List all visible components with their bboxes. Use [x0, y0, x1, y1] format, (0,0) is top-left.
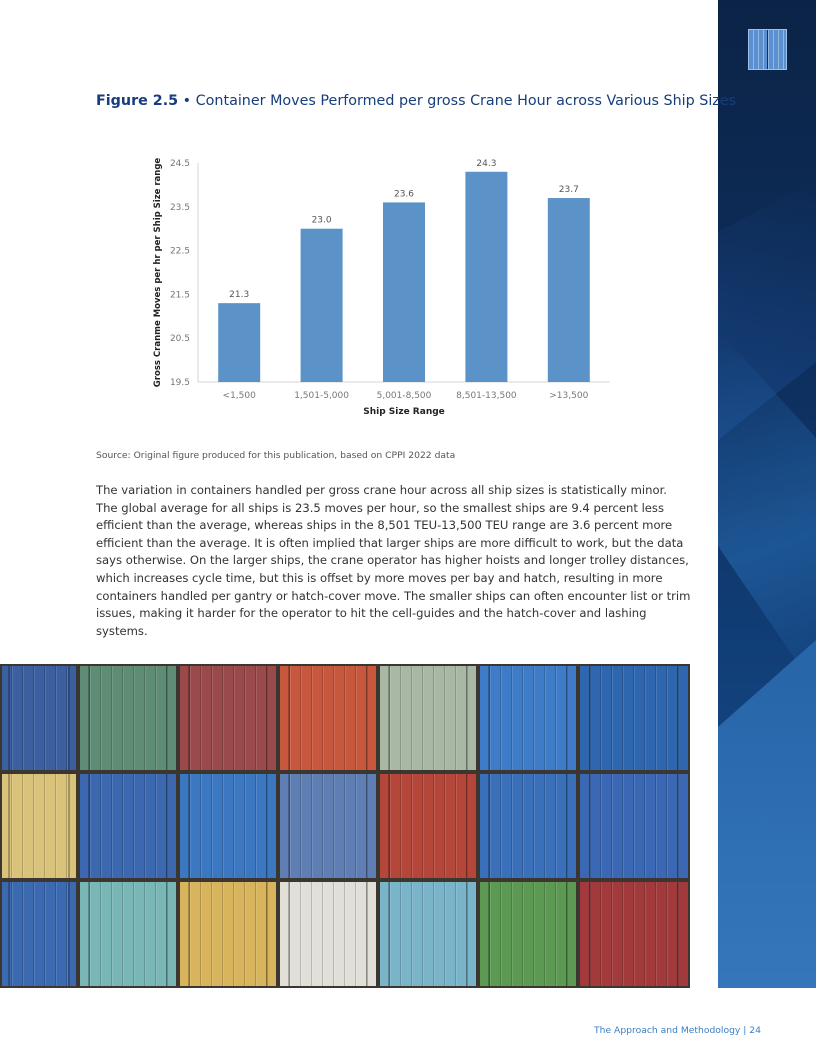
bar: [301, 229, 343, 382]
container: [80, 666, 176, 770]
x-tick-label: 8,501-13,500: [456, 391, 517, 401]
sidebar-facet: [718, 330, 816, 690]
data-label: 23.6: [393, 189, 415, 200]
data-label: 24.3: [476, 158, 497, 169]
figure-label: Figure 2.5: [96, 93, 179, 109]
container: [580, 774, 688, 878]
container: [380, 774, 476, 878]
container: [380, 882, 476, 986]
container: [180, 774, 276, 878]
figure-title: [96, 93, 737, 109]
container: [80, 882, 176, 986]
y-tick-label: 22.5: [169, 246, 190, 257]
container: [180, 666, 276, 770]
container: [280, 882, 376, 986]
y-tick-label: 19.5: [169, 378, 190, 388]
data-label: 21.3: [229, 290, 250, 301]
decorative-sidebar: [718, 0, 816, 988]
figure-title-text: Container Moves Performed per gross Crane Hour across Various Ship Sizes: [195, 93, 737, 109]
footer-section: The Approach and Methodology: [594, 1025, 741, 1036]
container: [180, 882, 276, 986]
container: [580, 882, 688, 986]
container: [580, 666, 688, 770]
bar: [465, 172, 507, 382]
container: [2, 882, 76, 986]
container: [480, 774, 576, 878]
bar: [548, 198, 590, 382]
x-tick-label: >13,500: [549, 391, 589, 401]
y-tick-label: 21.5: [169, 290, 190, 301]
figure-source: Source: Original figure produced for this publication, based on CPPI 2022 data: [96, 450, 456, 461]
container: [380, 666, 476, 770]
bar: [383, 202, 425, 382]
container: [2, 666, 76, 770]
container-row: [0, 880, 690, 988]
bar-chart: [140, 150, 620, 422]
shipping-containers-photo: [0, 664, 690, 988]
body-paragraph: The variation in containers handled per gross crane hour across all ship sizes is statistically minor. The global average for all ships is 23.5 moves per hour, so the smallest ships are 9.4 percent less efficient than the average, whereas ships in the 8,501 TEU-13,500 TEU range are 3.6 percent more efficient than the average. It is often implied that larger ships are more difficult to work, but the data says otherwise. On the larger ships, the crane operator has higher hoists and longer trolley distances, which increases cycle time, but this is offset by more moves per bay and hatch, resulting in more containers handled per gantry or hatch-cover move. The smaller ships can often encounter list or trim issues, making it harder for the operator to hit the cell-guides and the hatch-cover and lashing systems.: [96, 483, 691, 638]
y-tick-label: 24.5: [169, 159, 190, 169]
container: [280, 666, 376, 770]
x-tick-label: 5,001-8,500: [376, 391, 432, 401]
page-footer: [594, 1025, 761, 1036]
container-thumbnail-icon: [748, 29, 787, 70]
y-tick-label: 20.5: [169, 334, 190, 345]
footer-separator: |: [740, 1025, 750, 1036]
bar: [218, 303, 260, 382]
figure-separator: •: [178, 93, 196, 109]
container: [2, 774, 76, 878]
bar-chart-svg: [140, 150, 620, 422]
x-tick-label: 1,501-5,000: [294, 391, 349, 401]
data-label: 23.7: [558, 185, 579, 196]
container: [480, 882, 576, 986]
sidebar-facet: [718, 640, 816, 988]
container: [80, 774, 176, 878]
data-label: 23.0: [311, 215, 332, 226]
container: [280, 774, 376, 878]
y-axis-title: Gross Cranme Moves per hr per Ship Size range: [153, 157, 163, 388]
x-tick-label: <1,500: [222, 391, 256, 401]
x-axis-title: Ship Size Range: [363, 407, 445, 417]
container-row: [0, 772, 690, 880]
container-row: [0, 664, 690, 772]
y-tick-label: 23.5: [169, 202, 190, 213]
page-number: 24: [749, 1025, 761, 1036]
container: [480, 666, 576, 770]
